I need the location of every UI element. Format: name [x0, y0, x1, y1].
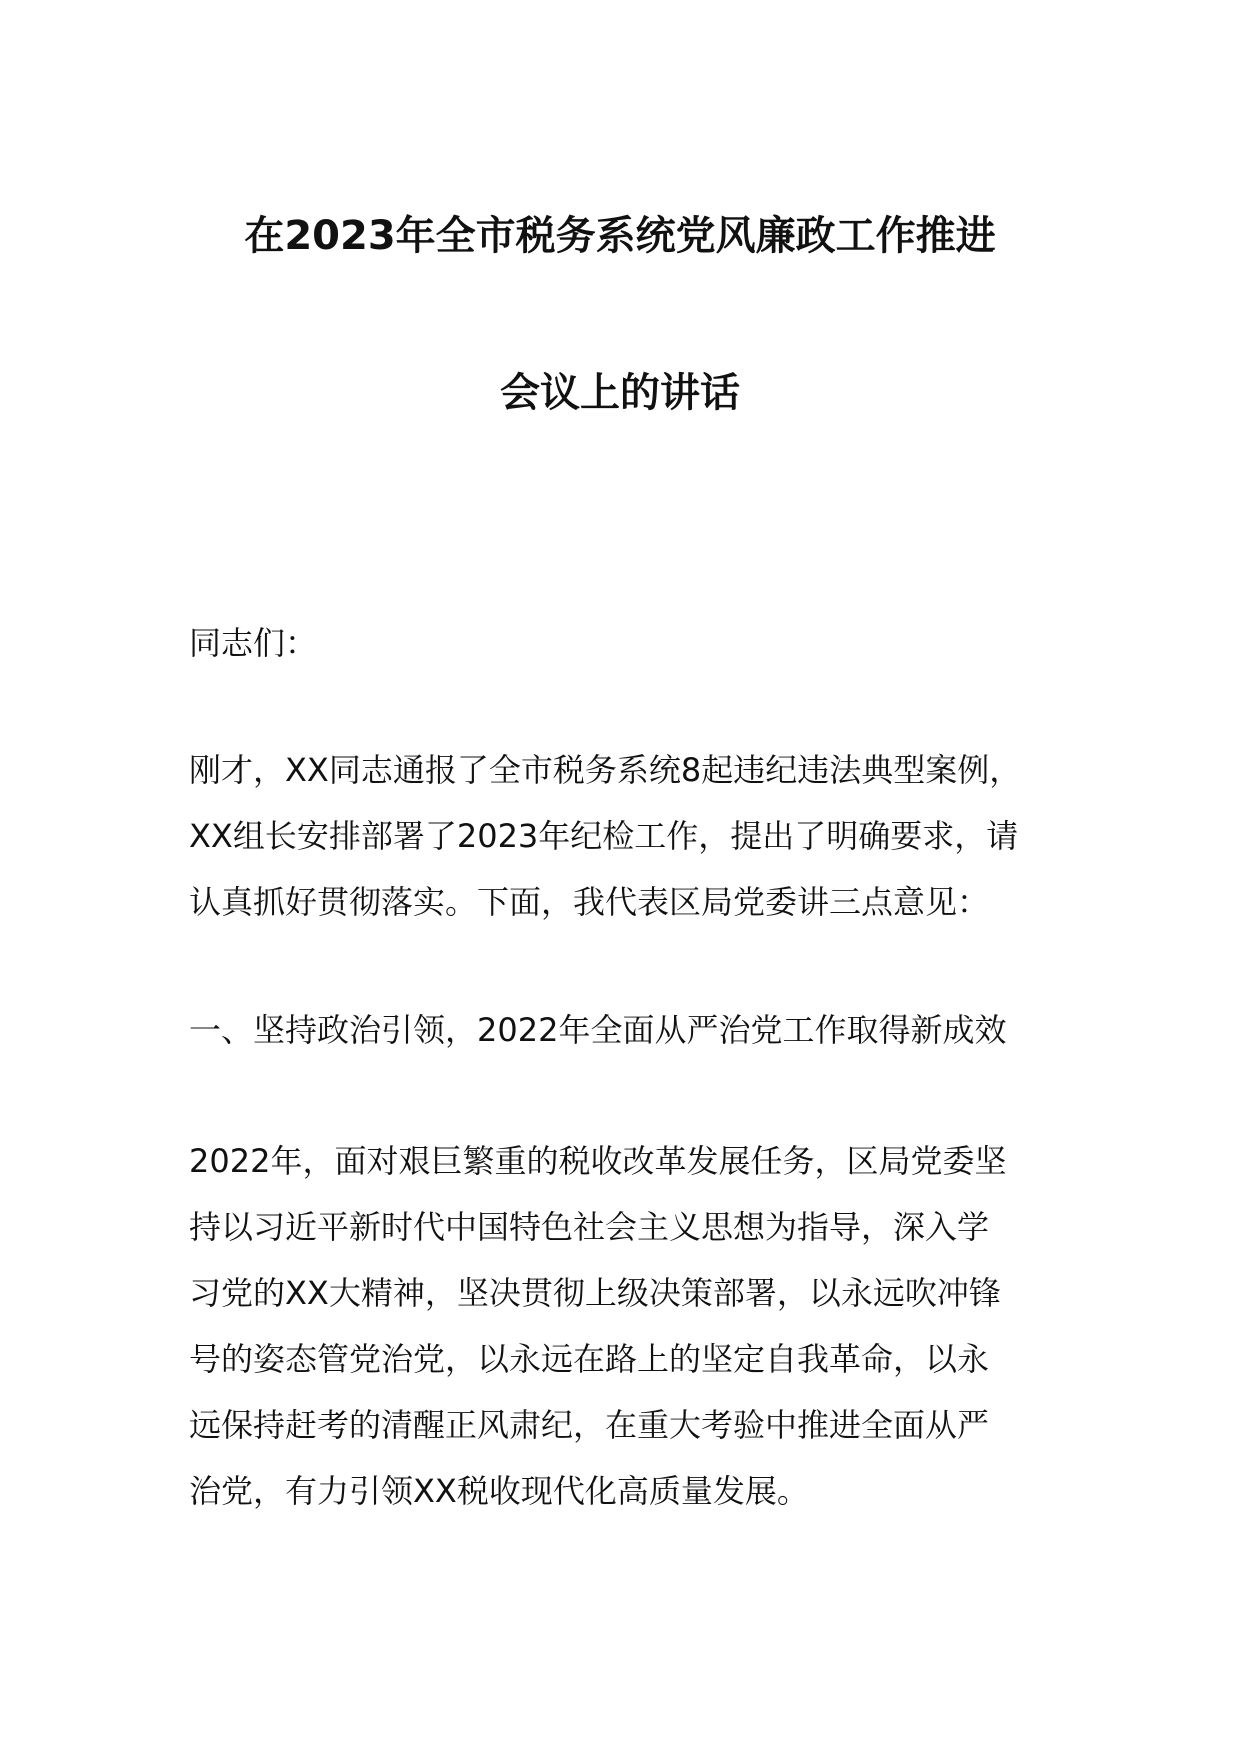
- section-heading-1: [189, 997, 1089, 1063]
- paragraph-line: 治党，有力引领XX税收现代化高质量发展。: [189, 1472, 809, 1510]
- paragraph-line: 刚才，XX同志通报了全市税务系统8起违纪违法典型案例，: [189, 751, 1022, 789]
- paragraph-intro: [189, 737, 1089, 935]
- paragraph-line: 持以习近平新时代中国特色社会主义思想为指导，深入学: [189, 1208, 990, 1246]
- paragraph-line: XX组长安排部署了2023年纪检工作，提出了明确要求，请: [189, 817, 1019, 855]
- paragraph-line: 习党的XX大精神，坚决贯彻上级决策部署，以永远吹冲锋: [189, 1274, 1001, 1312]
- paragraph-line: 认真抓好贯彻落实。下面，我代表区局党委讲三点意见：: [189, 883, 990, 921]
- paragraph-section-1: [189, 1128, 1089, 1524]
- paragraph-line: 2022年，面对艰巨繁重的税收改革发展任务，区局党委坚: [189, 1142, 1007, 1180]
- document-title-line-1: 在2023年全市税务系统党风廉政工作推进: [244, 213, 996, 259]
- paragraph-line: 远保持赶考的清醒正风肃纪，在重大考验中推进全面从严: [189, 1406, 990, 1444]
- salutation: [189, 610, 1089, 676]
- paragraph-line: 号的姿态管党治党，以永远在路上的坚定自我革命，以永: [189, 1340, 990, 1378]
- section-heading-text: 一、坚持政治引领，2022年全面从严治党工作取得新成效: [189, 1011, 1007, 1049]
- document-title-line-2: 会议上的讲话: [500, 370, 740, 416]
- salutation-text: 同志们：: [189, 624, 318, 662]
